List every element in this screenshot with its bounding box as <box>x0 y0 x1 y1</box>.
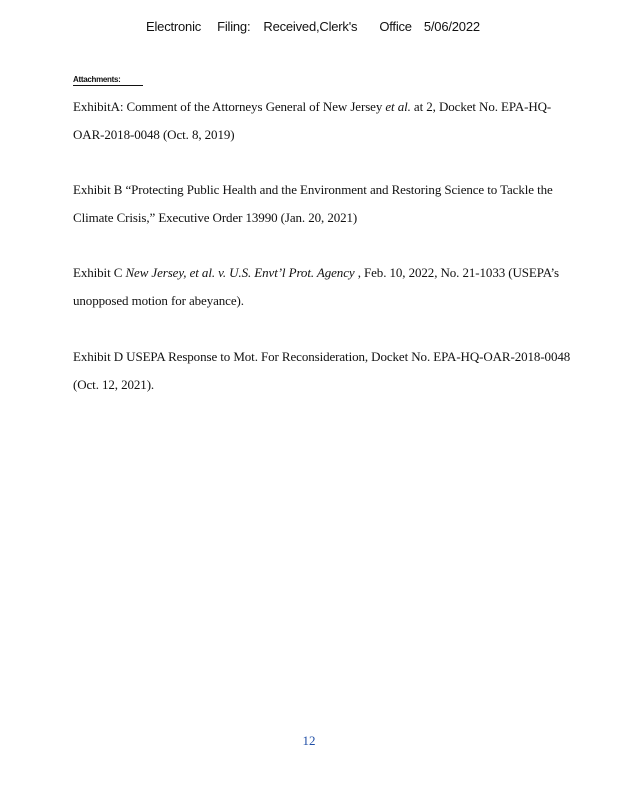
exhibit-c-line-1-suffix: , Feb. 10, 2022, No. 21-1033 (USEPA’s <box>354 265 560 280</box>
exhibit-b <box>73 176 593 232</box>
exhibit-d-line-1: Exhibit D USEPA Response to Mot. For Reconsideration, Docket No. EPA-HQ-OAR-2018-0048 <box>73 349 571 364</box>
exhibit-a-line-1 <box>73 93 593 121</box>
exhibit-c-line-2: unopposed motion for abeyance). <box>73 293 244 308</box>
header-word-office: Office <box>379 19 412 34</box>
exhibit-c-line-1-prefix: Exhibit C <box>73 265 126 280</box>
attachments-label: Attachments: <box>73 75 121 84</box>
exhibit-c <box>73 259 593 315</box>
page-number: 12 <box>302 733 316 748</box>
exhibit-a-line-1-italic: et al. <box>385 99 411 114</box>
attachments-underline <box>73 85 143 86</box>
exhibit-a-line-2: OAR-2018-0048 (Oct. 8, 2019) <box>73 127 235 142</box>
exhibit-a <box>73 93 593 149</box>
exhibit-d <box>73 343 593 399</box>
exhibit-d-line-2: (Oct. 12, 2021). <box>73 377 155 392</box>
filing-header <box>146 19 480 34</box>
exhibit-b-line-1: Exhibit B “Protecting Public Health and the Environment and Restoring Science to Tackle the <box>73 182 553 197</box>
exhibit-b-line-2: Climate Crisis,” Executive Order 13990 (Jan. 20, 2021) <box>73 210 358 225</box>
exhibit-c-line-1 <box>73 259 593 287</box>
header-word-filing: Filing: <box>217 19 251 34</box>
exhibit-c-line-1-italic: New Jersey, et al. v. U.S. Envt’l Prot. Agency <box>125 265 355 280</box>
header-word-received-clerks: Received,Clerk's <box>263 19 358 34</box>
header-word-electronic: Electronic <box>146 19 202 34</box>
exhibit-a-line-1-prefix: ExhibitA: Comment of the Attorneys General of New Jersey <box>73 99 386 114</box>
header-date: 5/06/2022 <box>423 19 480 34</box>
exhibit-a-line-1-suffix: at 2, Docket No. EPA-HQ- <box>410 99 552 114</box>
